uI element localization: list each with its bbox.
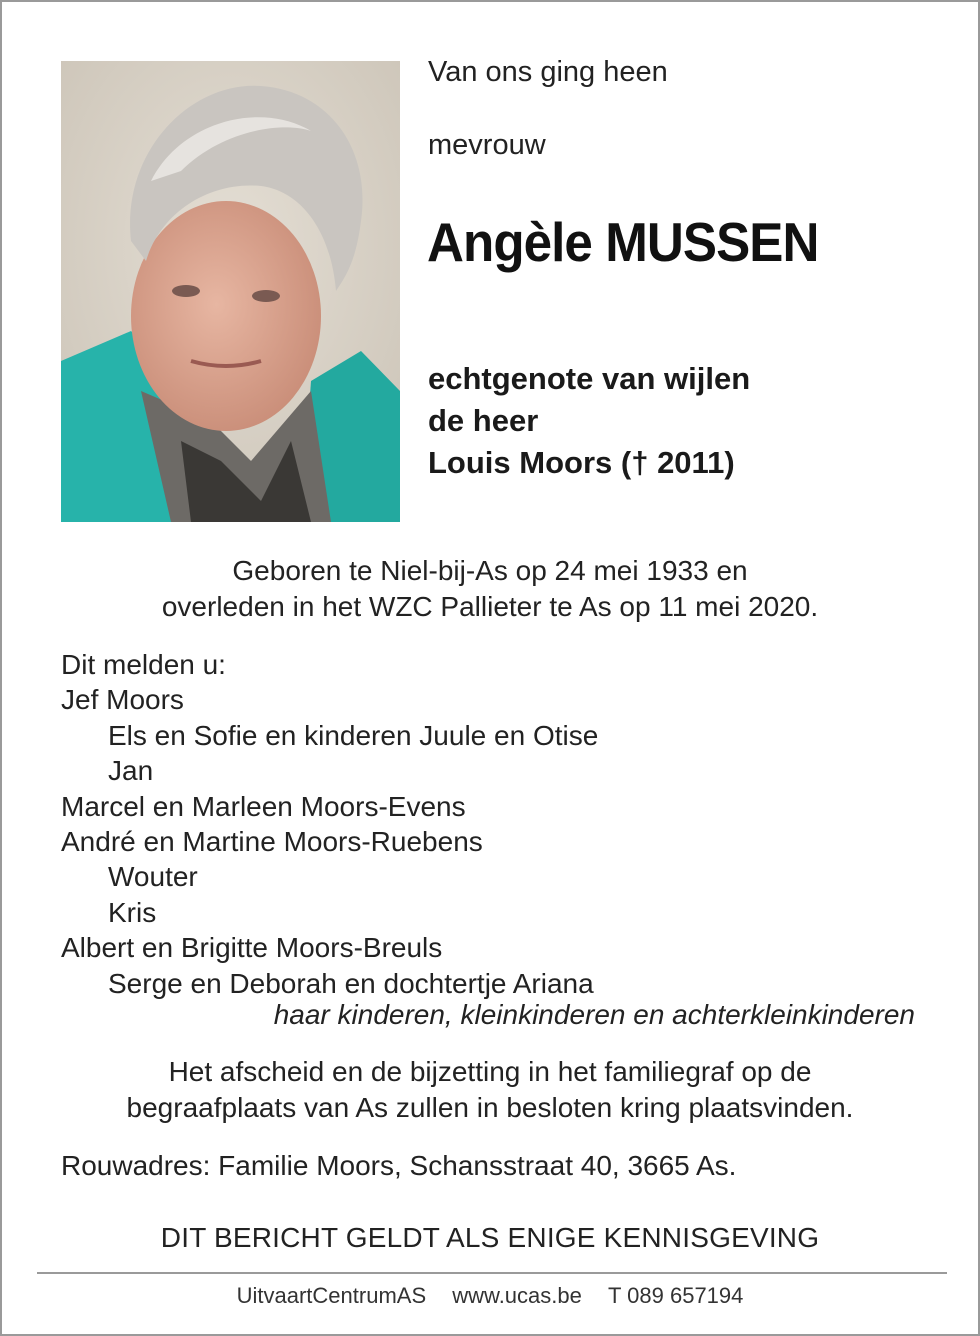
family-relation: haar kinderen, kleinkinderen en achterkleinkinderen	[273, 999, 915, 1030]
company-phone: T 089 657194	[608, 1283, 744, 1308]
spouse-line: echtgenote van wijlen	[428, 361, 751, 396]
spouse-line: de heer	[428, 403, 539, 438]
intro-text: Van ons ging heen	[428, 56, 668, 88]
family-member: Kris	[108, 896, 157, 928]
family-list	[61, 647, 598, 1001]
birth-line: Geboren te Niel-bij-As op 24 mei 1933 en	[232, 555, 748, 586]
ceremony-line: begraafplaats van As zullen in besloten kring plaatsvinden.	[126, 1092, 854, 1123]
family-member: Els en Sofie en kinderen Juule en Otise	[108, 719, 599, 751]
family-member: Jef Moors	[61, 684, 184, 716]
honorific: mevrouw	[428, 129, 546, 161]
family-member: Marcel en Marleen Moors-Evens	[61, 790, 466, 822]
official-notice: DIT BERICHT GELDT ALS ENIGE KENNISGEVING	[160, 1222, 820, 1253]
footer-divider	[37, 1272, 947, 1274]
deceased-name: Angèle MUSSEN	[427, 211, 819, 273]
spouse-name: Louis Moors († 2011)	[428, 445, 735, 480]
family-member: Wouter	[108, 861, 198, 893]
footer	[2, 1283, 978, 1309]
funeral-company: UitvaartCentrumAS	[236, 1283, 427, 1308]
family-heading: Dit melden u:	[61, 649, 226, 680]
family-member: André en Martine Moors-Ruebens	[61, 826, 483, 858]
ceremony-line: Het afscheid en de bijzetting in het familiegraf op de	[168, 1056, 812, 1087]
portrait-photo	[61, 61, 400, 522]
mourning-address: Rouwadres: Familie Moors, Schansstraat 40, 3665 As.	[61, 1150, 737, 1181]
birth-death-info	[2, 553, 978, 625]
spouse-block	[428, 358, 750, 484]
portrait-image	[61, 61, 400, 522]
ceremony-info	[2, 1054, 978, 1126]
company-website: www.ucas.be	[452, 1283, 582, 1308]
family-member: Serge en Deborah en dochtertje Ariana	[108, 967, 594, 999]
family-member: Jan	[108, 755, 154, 787]
death-line: overleden in het WZC Pallieter te As op 11 mei 2020.	[161, 591, 819, 622]
family-member: Albert en Brigitte Moors-Breuls	[61, 932, 443, 964]
